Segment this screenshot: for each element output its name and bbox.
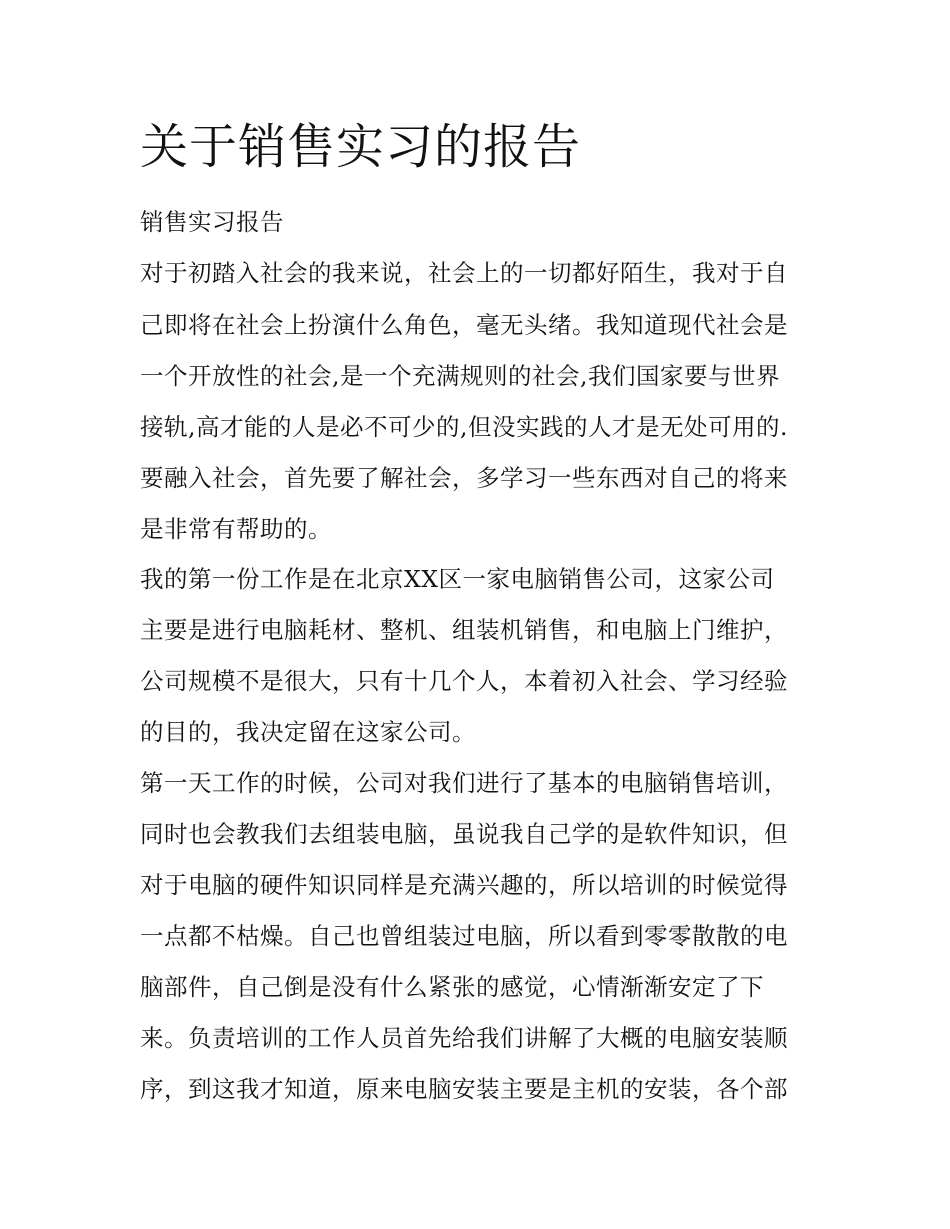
text-line: 脑部件，自己倒是没有什么紧张的感觉，心情渐渐安定了下 [140,973,764,1001]
text-line: 我的第一份工作是在北京XX区一家电脑销售公司，这家公司 [140,565,775,593]
text-line: 是非常有帮助的。 [140,515,332,543]
text-line: 要融入社会，首先要了解社会，多学习一些东西对自己的将来 [140,464,788,492]
text-line: 接轨,高才能的人是必不可少的,但没实践的人才是无处可用的. [140,413,788,441]
text-line: 同时也会教我们去组装电脑，虽说我自己学的是软件知识，但 [140,820,788,848]
document-title: 关于销售实习的报告 [140,119,582,175]
text-line: 公司规模不是很大，只有十几个人，本着初入社会、学习经验 [140,667,788,695]
text-line: 来。负责培训的工作人员首先给我们讲解了大概的电脑安装顺 [140,1024,788,1052]
text-line: 序，到这我才知道，原来电脑安装主要是主机的安装，各个部 [140,1075,788,1103]
text-line: 一个开放性的社会,是一个充满规则的社会,我们国家要与世界 [140,362,780,390]
text-line: 己即将在社会上扮演什么角色，毫无头绪。我知道现代社会是 [140,311,788,339]
text-line: 的目的，我决定留在这家公司。 [140,718,476,746]
text-line: 对于初踏入社会的我来说，社会上的一切都好陌生，我对于自 [140,259,788,287]
section-heading: 销售实习报告 [140,208,284,236]
text-line: 对于电脑的硬件知识同样是充满兴趣的，所以培训的时候觉得 [140,871,788,899]
text-line: 一点都不枯燥。自己也曾组装过电脑，所以看到零零散散的电 [140,922,788,950]
text-line: 主要是进行电脑耗材、整机、组装机销售，和电脑上门维护， [140,616,788,644]
text-line: 第一天工作的时候，公司对我们进行了基本的电脑销售培训， [140,769,788,797]
